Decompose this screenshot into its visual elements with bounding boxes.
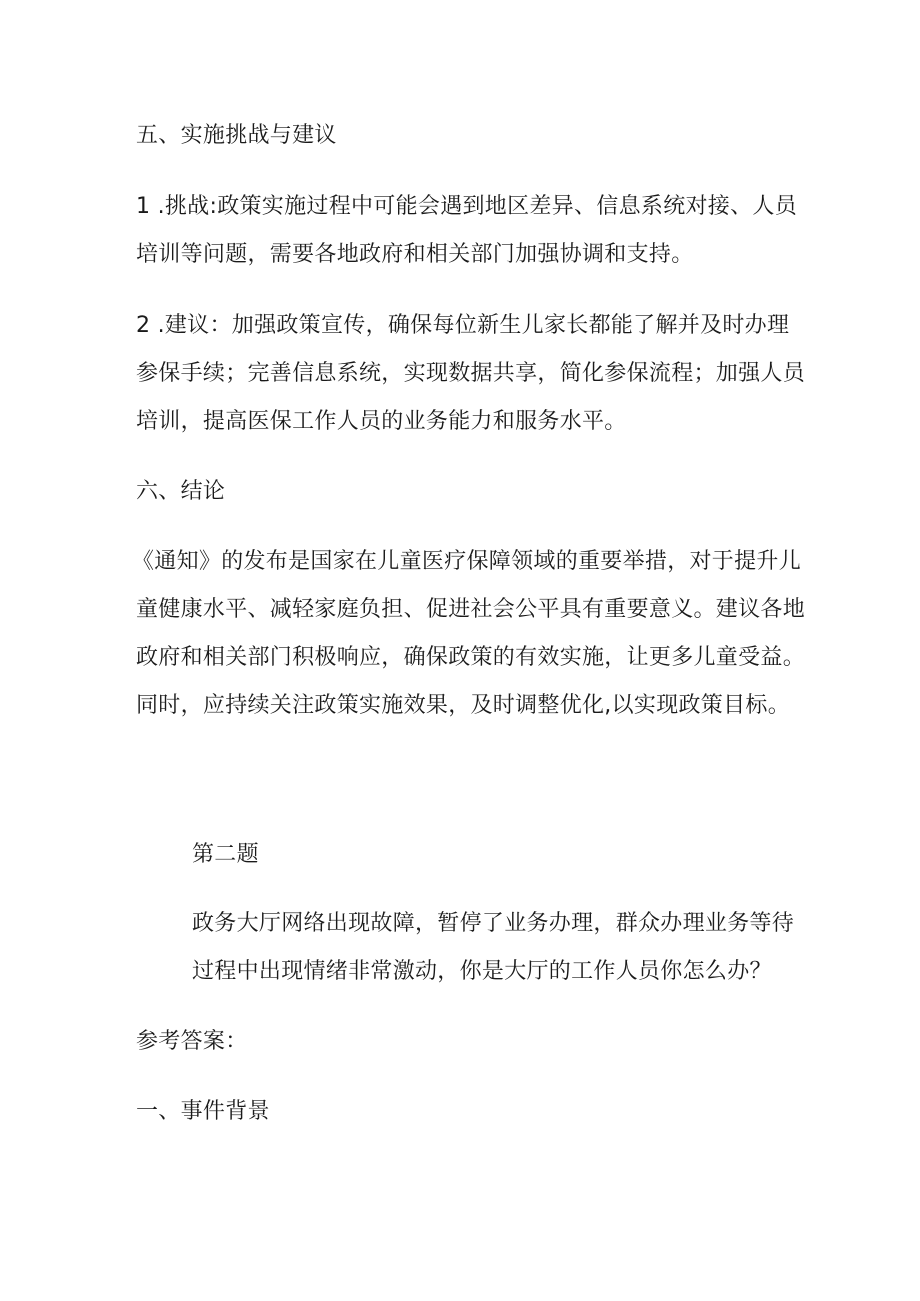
conclusion-line-1: 《通知》的发布是国家在儿童医疗保障领域的重要举措，对于提升儿 (132, 549, 802, 574)
conclusion-line-2: 童健康水平、减轻家庭负担、促进社会公平具有重要意义。建议各地 (136, 597, 806, 622)
question-2-prompt-line-2: 过程中出现情绪非常激动，你是大厅的工作人员你怎么办？ (192, 959, 772, 984)
suggestion-line-3: 培训，提高医保工作人员的业务能力和服务水平。 (136, 409, 627, 434)
section-6-heading: 六、结论 (136, 479, 226, 504)
section-5-heading: 五、实施挑战与建议 (136, 123, 337, 148)
suggestion-line-2: 参保手续；完善信息系统，实现数据共享，简化参保流程；加强人员 (136, 361, 806, 386)
challenge-line-2: 培训等问题，需要各地政府和相关部门加强协调和支持。 (136, 242, 694, 267)
question-2-prompt-line-1: 政务大厅网络出现故障，暂停了业务办理，群众办理业务等待 (192, 911, 795, 936)
event-background-heading: 一、事件背景 (136, 1099, 270, 1124)
challenge-line-1: 1 .挑战:政策实施过程中可能会遇到地区差异、信息系统对接、人员 (136, 194, 797, 219)
conclusion-line-4: 同时，应持续关注政策实施效果，及时调整优化,以实现政策目标。 (136, 693, 790, 718)
suggestion-line-1: 2 .建议：加强政策宣传，确保每位新生儿家长都能了解并及时办理 (136, 313, 790, 338)
reference-answer-label: 参考答案： (136, 1029, 248, 1054)
conclusion-line-3: 政府和相关部门积极响应，确保政策的有效实施，让更多儿童受益。 (136, 645, 806, 670)
question-2-title: 第二题 (192, 842, 259, 867)
